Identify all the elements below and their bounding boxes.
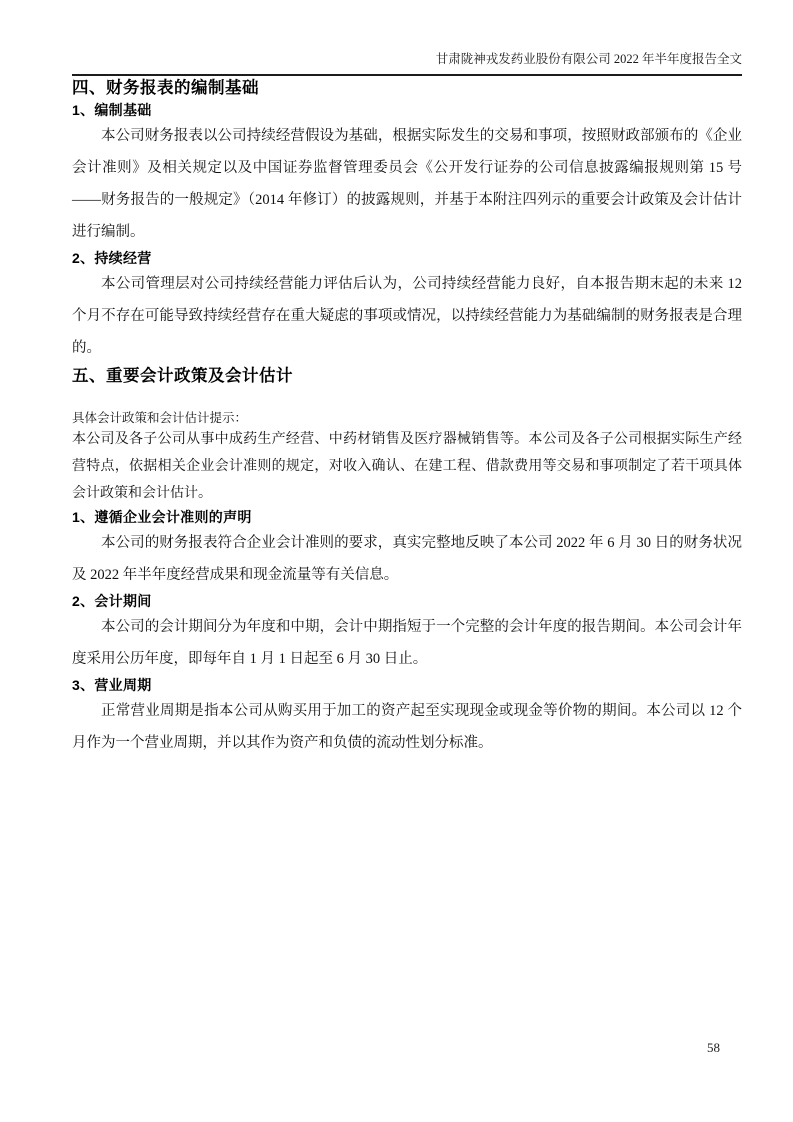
policy-note-line: 具体会计政策和会计估计提示： xyxy=(72,411,248,425)
paragraph-operating-cycle: 正常营业周期是指本公司从购买用于加工的资产起至实现现金或现金等价物的期间。本公司以 12 个月作为一个营业周期，并以其作为资产和负债的流动性划分标准。 xyxy=(72,703,742,751)
paragraph-basis-of-preparation: 本公司财务报表以公司持续经营假设为基础，根据实际发生的交易和事项，按照财政部颁布的《企业会计准则》及相关规定以及中国证券监督管理委员会《公开发行证券的公司信息披露编报规则第 15 号——财务报告的一般规定》（2014 年修订）的披露规则，并基于本附注四列示的重要会计政策及会计估计进行编制。 xyxy=(72,128,742,240)
section-heading-5: 五、重要会计政策及会计估计 xyxy=(72,367,293,385)
paragraph-compliance-statement: 本公司的财务报表符合企业会计准则的要求，真实完整地反映了本公司 2022 年 6 月 30 日的财务状况及 2022 年半年度经营成果和现金流量等有关信息。 xyxy=(72,535,742,583)
subsection-heading-operating-cycle: 3、营业周期 xyxy=(72,677,152,693)
page-content xyxy=(72,0,742,759)
subsection-heading-compliance-statement: 1、遵循企业会计准则的声明 xyxy=(72,509,252,525)
section-heading-4: 四、财务报表的编制基础 xyxy=(72,79,259,97)
paragraph-accounting-period: 本公司的会计期间分为年度和中期，会计中期指短于一个完整的会计年度的报告期间。本公司会计年度采用公历年度，即每年自 1 月 1 日起至 6 月 30 日止。 xyxy=(72,619,742,667)
paragraph-going-concern: 本公司管理层对公司持续经营能力评估后认为，公司持续经营能力良好，自本报告期末起的未来 12 个月不存在可能导致持续经营存在重大疑虑的事项或情况，以持续经营能力为基础编制的财务报表是合理的。 xyxy=(72,276,742,356)
subsection-heading-accounting-period: 2、会计期间 xyxy=(72,593,152,609)
page-number: 58 xyxy=(707,1040,720,1055)
paragraph-policy-intro: 本公司及各子公司从事中成药生产经营、中药材销售及医疗器械销售等。本公司及各子公司根据实际生产经营特点，依据相关企业会计准则的规定，对收入确认、在建工程、借款费用等交易和事项制定了若干项具体会计政策和会计估计。 xyxy=(72,432,742,501)
subsection-heading-basis-of-preparation: 1、编制基础 xyxy=(72,102,152,118)
running-header: 甘肃陇神戎发药业股份有限公司 2022 年半年度报告全文 xyxy=(72,0,742,76)
subsection-heading-going-concern: 2、持续经营 xyxy=(72,250,152,266)
